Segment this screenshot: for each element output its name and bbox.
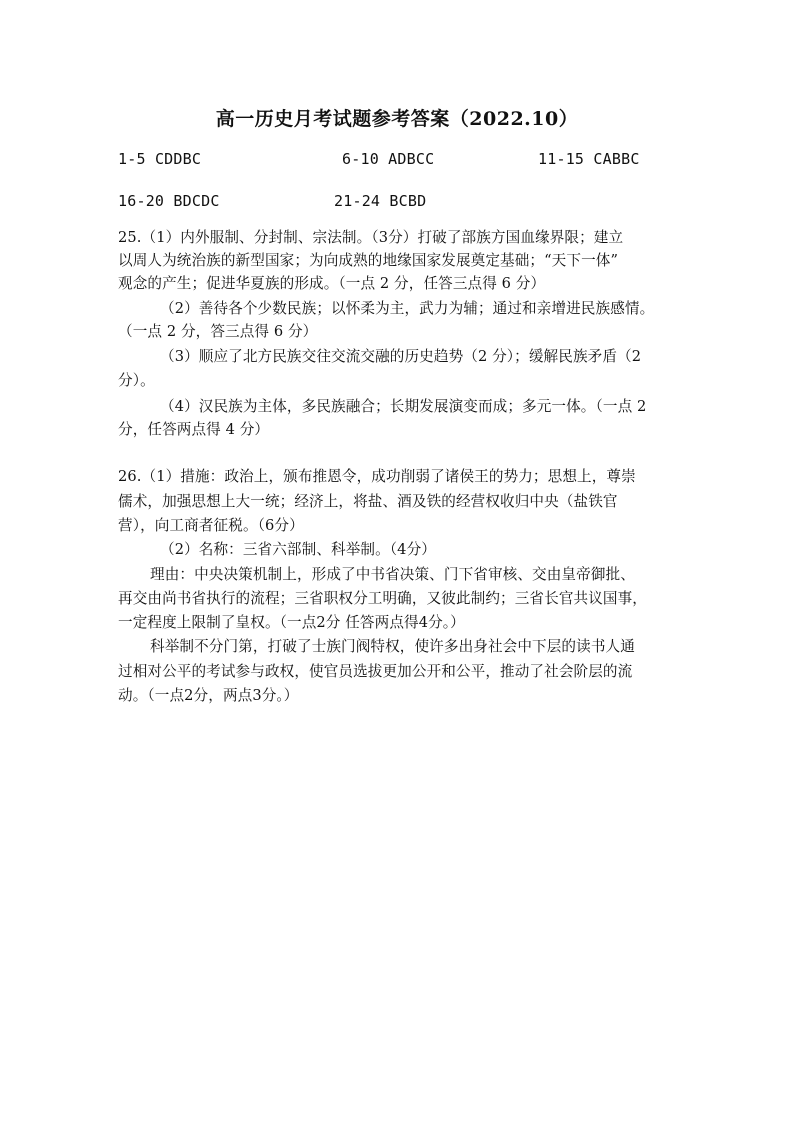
q26-line: 理由：中央决策机制上，形成了中书省决策、门下省审核、交由皇帝御批、 bbox=[150, 566, 635, 583]
answer-letters: BDCDC bbox=[173, 192, 220, 210]
answer-group-5 bbox=[334, 192, 426, 210]
answer-group-4 bbox=[118, 192, 220, 210]
answer-letters: BCBD bbox=[389, 192, 427, 210]
q26-line: 科举制不分门第，打破了士族门阀特权，使许多出身社会中下层的读书人通 bbox=[150, 638, 635, 655]
answer-group-2 bbox=[342, 150, 434, 168]
q25-line: 分）。 bbox=[118, 372, 155, 389]
answer-range: 16-20 bbox=[118, 192, 165, 210]
q26-line: 儒术，加强思想上大一统；经济上，将盐、酒及铁的经营权收归中央（盐铁官 bbox=[118, 493, 618, 510]
q25-line: （4）汉民族为主体，多民族融合；长期发展演变而成；多元一体。（一点 2 bbox=[160, 398, 647, 415]
answer-range: 21-24 bbox=[334, 192, 381, 210]
answer-range: 11-15 bbox=[538, 150, 585, 168]
answer-group-1 bbox=[118, 150, 201, 168]
answer-range: 6-10 bbox=[342, 150, 379, 168]
q26-line: 过相对公平的考试参与政权，使官员选拔更加公开和公平，推动了社会阶层的流 bbox=[118, 663, 633, 680]
q26-line: 营），向工商者征税。（6分） bbox=[118, 517, 304, 534]
answer-letters: ADBCC bbox=[388, 150, 435, 168]
q25-line: 观念的产生；促进华夏族的形成。（一点 2 分，任答三点得 6 分） bbox=[118, 275, 546, 292]
q25-line: 25.（1）内外服制、分封制、宗法制。（3分）打破了部族方国血缘界限；建立 bbox=[118, 229, 624, 246]
answer-letters: CDDBC bbox=[154, 150, 202, 168]
q26-line: 26.（1）措施：政治上，颁布推恩令，成功削弱了诸侯王的势力；思想上，尊崇 bbox=[118, 468, 636, 485]
q25-line: （3）顺应了北方民族交往交流交融的历史趋势（2 分）；缓解民族矛盾（2 bbox=[160, 348, 642, 365]
answer-range: 1-5 bbox=[118, 150, 146, 168]
answer-group-3 bbox=[538, 150, 640, 168]
q25-line: 以周人为统治族的新型国家；为向成熟的地缘国家发展奠定基础；“天下一体” bbox=[118, 252, 619, 269]
answer-letters: CABBC bbox=[593, 150, 640, 168]
q26-line: 再交由尚书省执行的流程；三省职权分工明确，又彼此制约；三省长官共议国事， bbox=[118, 590, 647, 607]
q25-line: 分，任答两点得 4 分） bbox=[118, 421, 270, 438]
q26-line: 动。（一点2分，两点3分。） bbox=[118, 687, 299, 704]
q25-line: （一点 2 分，答三点得 6 分） bbox=[118, 323, 318, 340]
q26-line: 一定程度上限制了皇权。（一点2分 任答两点得4分。） bbox=[118, 614, 465, 631]
page-title: 高一历史月考试题参考答案（2022.10） bbox=[215, 108, 579, 130]
q25-line: （2）善待各个少数民族；以怀柔为主，武力为辅；通过和亲增进民族感情。 bbox=[160, 300, 655, 317]
q26-line: （2）名称：三省六部制、科举制。（4分） bbox=[160, 541, 436, 558]
